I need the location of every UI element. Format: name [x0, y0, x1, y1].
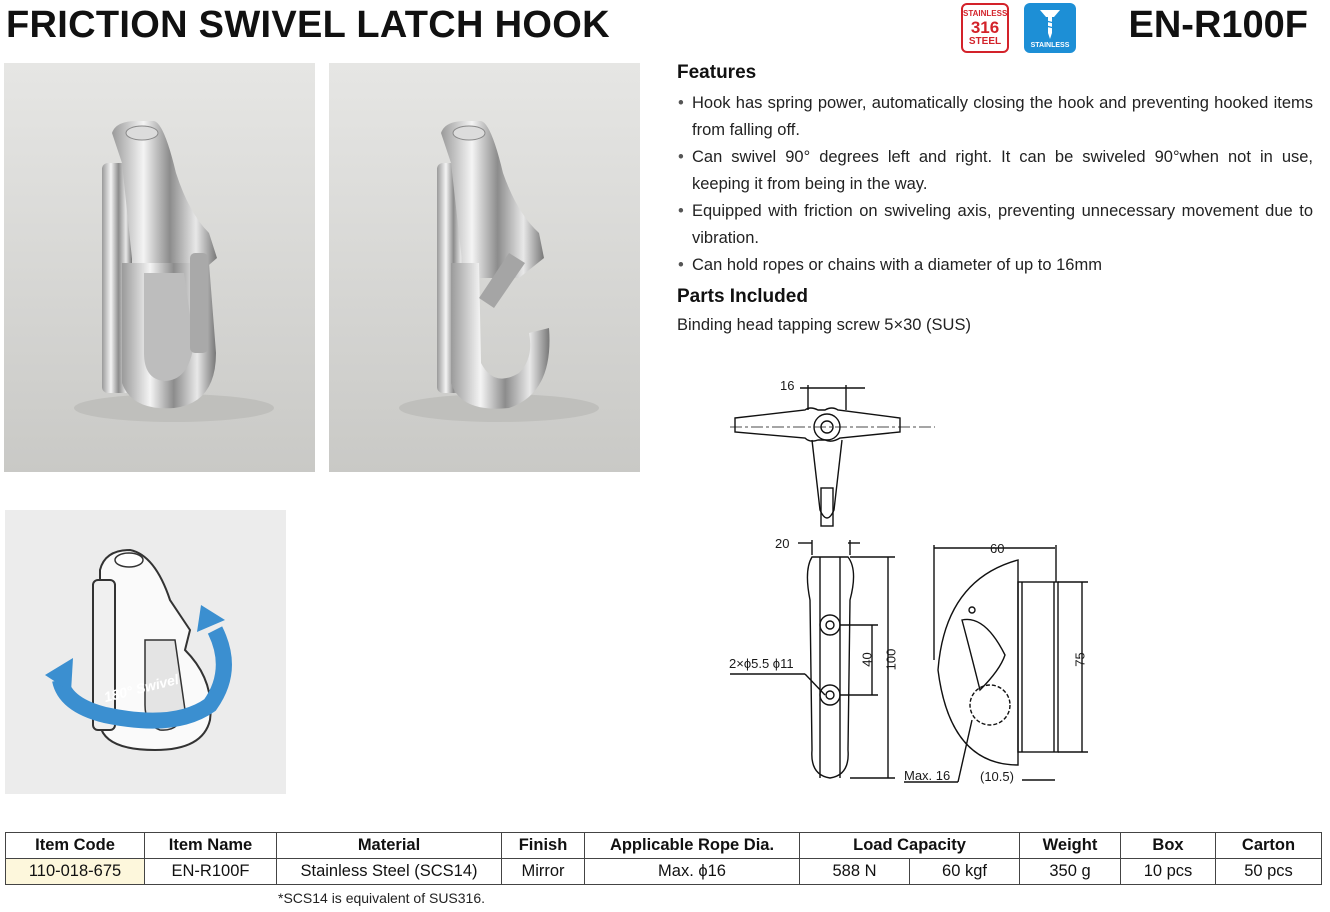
table-header-row: [6, 833, 1322, 859]
dim-top-width: 16: [780, 378, 795, 393]
parts-heading: Parts Included: [677, 286, 808, 307]
features-list: [677, 90, 1313, 279]
header-material: Material: [277, 833, 502, 859]
cell-finish: Mirror: [502, 859, 585, 885]
table-row: [6, 859, 1322, 885]
spec-table: [5, 832, 1322, 885]
header-carton: Carton: [1216, 833, 1322, 859]
cell-weight: 350 g: [1020, 859, 1121, 885]
stainless-badge: [1024, 3, 1076, 53]
dim-depth: 60: [990, 541, 1005, 556]
badge-316-line2: 316: [970, 18, 1000, 37]
product-photo-open: [329, 63, 640, 472]
dim-opening: Max. 16: [904, 768, 951, 783]
header-item-code: Item Code: [6, 833, 145, 859]
header-item-name: Item Name: [145, 833, 277, 859]
page-title: FRICTION SWIVEL LATCH HOOK: [6, 4, 610, 46]
feature-item: • Hook has spring power, automatically closing the hook and preventing hooked items from falling off.: [677, 90, 1313, 144]
dim-hole-spec: 2×ϕ5.5 ϕ11: [729, 656, 794, 671]
features-heading: Features: [677, 62, 757, 83]
feature-item: • Can swivel 90° degrees left and right. It can be swiveled 90°when not in use, keeping it from being in the way.: [677, 144, 1313, 198]
model-number: EN-R100F: [1128, 4, 1308, 46]
dim-offset: (10.5): [980, 769, 1014, 784]
swivel-label: 180° Swivel: [102, 670, 181, 706]
screw-icon: [1024, 3, 1076, 43]
cell-item-code: 110-018-675: [6, 859, 145, 885]
header-load-capacity: Load Capacity: [800, 833, 1020, 859]
feature-item: • Can hold ropes or chains with a diameter of up to 16mm: [677, 252, 1313, 279]
header-weight: Weight: [1020, 833, 1121, 859]
badge-316-line3: STEEL: [968, 36, 1002, 47]
dim-side-width: 20: [775, 536, 790, 551]
feature-item: • Equipped with friction on swiveling axis, preventing unnecessary movement due to vibration.: [677, 198, 1313, 252]
cell-load-kgf: 60 kgf: [910, 859, 1020, 885]
cell-item-name: EN-R100F: [145, 859, 277, 885]
cell-load-n: 588 N: [800, 859, 910, 885]
cell-carton: 50 pcs: [1216, 859, 1322, 885]
dim-height: 100: [883, 648, 899, 671]
product-photo-closed: [4, 63, 315, 472]
header-rope-dia: Applicable Rope Dia.: [585, 833, 800, 859]
cell-rope-dia: Max. ϕ16: [585, 859, 800, 885]
parts-text: Binding head tapping screw 5×30 (SUS): [677, 316, 971, 334]
header-finish: Finish: [502, 833, 585, 859]
dim-hole-pitch: 40: [859, 652, 875, 667]
cell-material: Stainless Steel (SCS14): [277, 859, 502, 885]
dim-inner-height: 75: [1072, 652, 1088, 667]
table-footnote: *SCS14 is equivalent of SUS316.: [278, 890, 486, 906]
badge-316-line1: STAINLESS: [963, 9, 1008, 18]
cell-box: 10 pcs: [1121, 859, 1216, 885]
stainless-316-badge: [961, 3, 1009, 53]
badge-stainless-label: STAINLESS: [1030, 42, 1070, 49]
dimension-drawing: [700, 370, 1110, 790]
header-box: Box: [1121, 833, 1216, 859]
swivel-illustration: [5, 510, 286, 794]
